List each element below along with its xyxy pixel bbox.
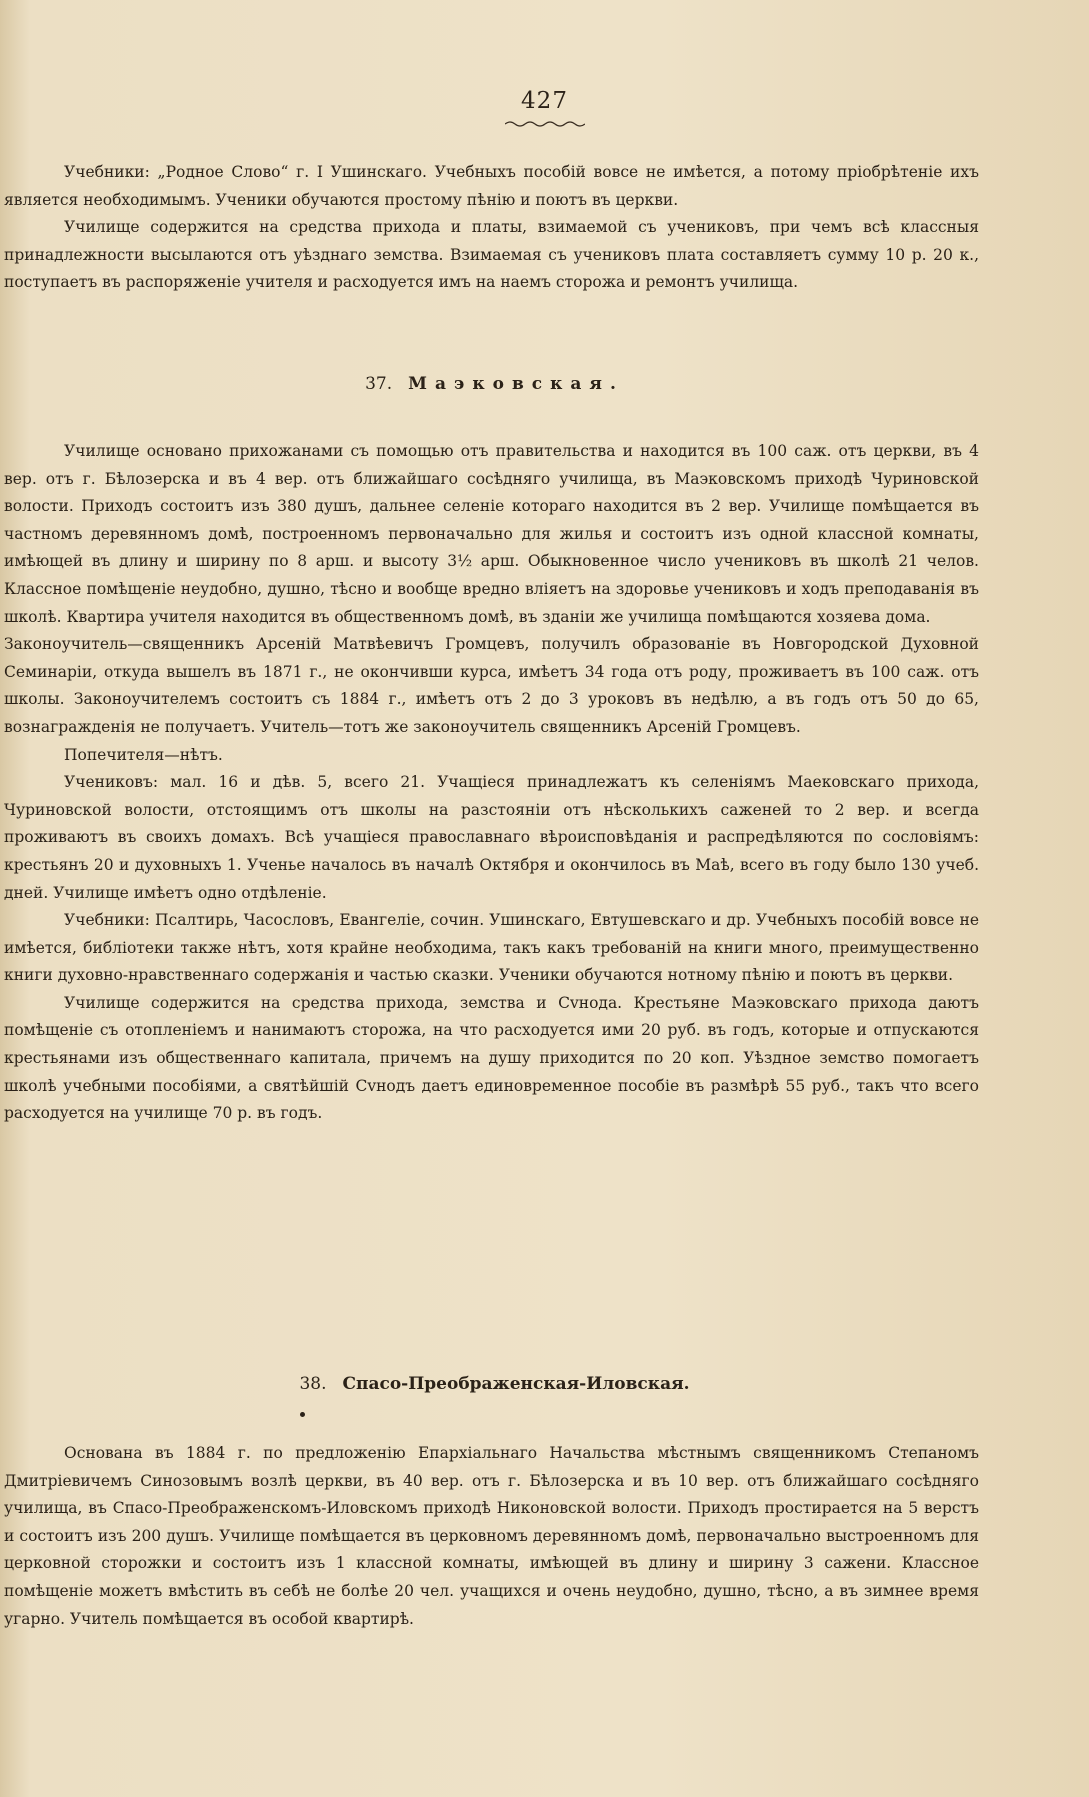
paragraph: Учебники: Псалтирь, Часословъ, Евангеліе, сочин. Ушинскаго, Евтушевскаго и др. Учебныхъ пособій вовсе не имѣется, библіотеки также нѣтъ, хотя крайне необходима, такъ какъ требованій на книги много, преимущественно книги духовно-нравственнаго содержанія и частью сказки. Ученики обучаются нотному пѣнію и поютъ въ церкви. [4, 911, 979, 985]
page-number: 427 [521, 88, 568, 114]
section-title: Спасо-Преображенская-Иловская. [342, 1374, 690, 1394]
paragraph: Основана въ 1884 г. по предложенію Епархіальнаго Начальства мѣстнымъ священникомъ Степаномъ Дмитріевичемъ Синозовымъ возлѣ церкви, въ 40 вер. отъ г. Бѣлозерска и въ 10 вер. отъ ближайшаго сосѣдняго училища, въ Спасо-Преображенскомъ-Иловскомъ приходѣ Никоновской волости. Приходъ простирается на 5 верстъ и состоитъ изъ 200 душъ. Училище помѣщается въ церковномъ деревянномъ домѣ, первоначально выстроенномъ для церковной сторожки и состоитъ изъ 1 классной комнаты, имѣющей въ длину и ширину 3 сажени. Классное помѣщеніе можетъ вмѣстить въ себѣ не болѣе 20 чел. учащихся и очень неудобно, душно, тѣсно, а въ зимнее время угарно. Учитель помѣщается въ особой квартирѣ. [4, 1444, 979, 1628]
paragraph: Училище содержится на средства прихода и платы, взимаемой съ учениковъ, при чемъ всѣ классныя принадлежности высылаются отъ уѣзднаго земства. Взимаемая съ учениковъ плата составляетъ сумму 10 р. 20 к., поступаетъ въ распоряженіе учителя и расходуется имъ на наемъ сторожа и ремонтъ училища. [4, 218, 979, 292]
top-text [0, 159, 1089, 297]
section-number: 38. [299, 1374, 327, 1394]
paragraph: Училище основано прихожанами съ помощью отъ правительства и находится въ 100 саж. отъ церкви, въ 4 вер. отъ г. Бѣлозерска и въ 4 вер. отъ ближайшаго сосѣдняго училища, въ Маэковскомъ приходѣ Чуриновской волости. Приходъ состоитъ изъ 380 душъ, дальнее селеніе котораго находится въ 2 вер. Училище помѣщается въ частномъ деревянномъ домѣ, построенномъ первоначально для жилья и состоитъ изъ одной классной комнаты, имѣющей въ длину и ширину по 8 арш. и высоту 3½ арш. Обыкновенное число учениковъ въ школѣ 21 челов. Классное помѣщеніе неудобно, душно, тѣсно и вообще вредно вліяетъ на здоровье учениковъ и ходъ преподаванія въ школѣ. Квартира учителя находится въ общественномъ домѣ, въ зданіи же училища помѣщаются хозяева дома. [4, 442, 979, 626]
wavy-ornament-icon [505, 120, 585, 128]
section-38-heading [0, 1374, 1089, 1394]
section-37-body [0, 438, 1089, 1128]
paragraph: Учениковъ: мал. 16 и дѣв. 5, всего 21. Учащіеся принадлежатъ къ селеніямъ Маековскаго прихода, Чуриновской волости, отстоящимъ отъ школы на разстояніи отъ нѣсколькихъ саженей то 2 вер. и всегда проживаютъ въ своихъ домахъ. Всѣ учащіеся православнаго вѣроисповѣданія и распредѣляются по сословіямъ: крестьянъ 20 и духовныхъ 1. Ученье началось въ началѣ Октября и окончилось въ Маѣ, всего въ году было 130 учеб. дней. Училище имѣетъ одно отдѣленіе. [4, 773, 979, 902]
section-37-heading [0, 374, 1089, 394]
paragraph: Попечителя—нѣтъ. [64, 745, 223, 764]
paragraph: Учебники: „Родное Слово“ г. I Ушинскаго. Учебныхъ пособій вовсе не имѣется, а потому пріобрѣтеніе ихъ является необходимымъ. Ученики обучаются простому пѣнію и поютъ въ церкви. [4, 163, 979, 209]
paragraph: Законоучитель—священникъ Арсеній Матвѣевичъ Громцевъ, получилъ образованіе въ Новгородской Духовной Семинаріи, откуда вышелъ въ 1871 г., не окончивши курса, имѣетъ 34 года отъ роду, проживаетъ въ 100 саж. отъ школы. Законоучителемъ состоитъ съ 1884 г., имѣетъ отъ 2 до 3 уроковъ въ недѣлю, а въ годъ отъ 50 до 65, вознагражденія не получаетъ. Учитель—тотъ же законоучитель священникъ Арсеній Громцевъ. [4, 635, 979, 736]
section-number: 37. [365, 374, 393, 394]
section-38-body [0, 1440, 1089, 1633]
section-title: Маэковская. [408, 374, 624, 394]
paragraph: Училище содержится на средства прихода, земства и Сvнода. Крестьяне Маэковскаго прихода даютъ помѣщеніе съ отопленіемъ и нанимаютъ сторожа, на что расходуется ими 20 руб. въ годъ, которые и отпускаются крестьянами изъ общественнаго капитала, причемъ на душу приходится по 20 коп. Уѣздное земство помогаетъ школѣ учебными пособіями, а святѣйшій Сvнодъ даетъ единовременное пособіе въ размѣрѣ 55 руб., такъ что всего расходуется на училище 70 р. въ годъ. [4, 993, 979, 1123]
print-speck [300, 1412, 305, 1417]
